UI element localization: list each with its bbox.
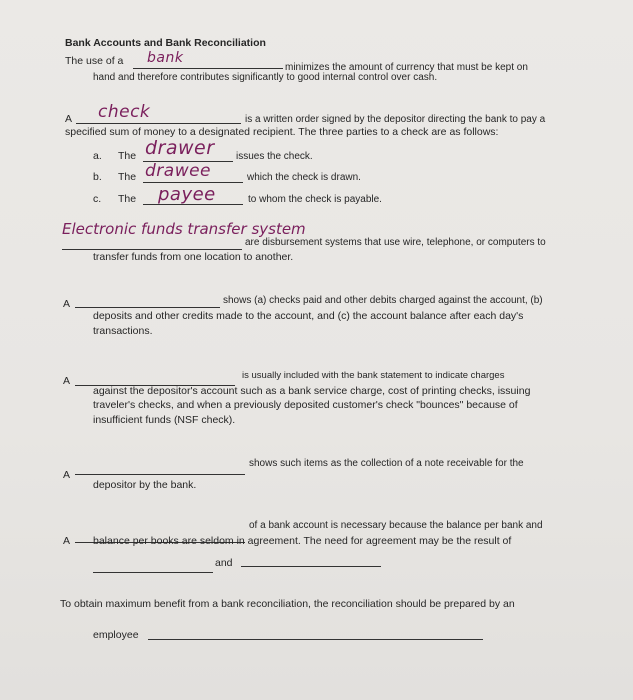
q6-suffix: shows such items as the collection of a note receivable for the bbox=[249, 458, 524, 469]
q4-blank[interactable] bbox=[75, 307, 220, 308]
q7-and: and bbox=[215, 557, 233, 569]
q6-blank[interactable] bbox=[75, 474, 245, 475]
q2-item-c-answer: payee bbox=[158, 184, 216, 205]
q6-line2: depositor by the bank. bbox=[93, 479, 197, 491]
q8-line1: To obtain maximum benefit from a bank reconciliation, the reconciliation should be prepared by an bbox=[60, 598, 515, 610]
q2-item-b-the: The bbox=[118, 171, 137, 183]
q4-line3: transactions. bbox=[93, 325, 153, 337]
q5-line3: traveler's checks, and when a previously deposited customer's check "bounces" because of bbox=[93, 399, 518, 411]
q2-item-a-answer: drawer bbox=[145, 137, 215, 159]
q4-suffix: shows (a) checks paid and other debits charged against the account, (b) bbox=[223, 295, 543, 306]
q1-line2: hand and therefore contributes significantly to good internal control over cash. bbox=[93, 72, 438, 83]
q7-prefix: A bbox=[63, 535, 71, 547]
q2-answer: check bbox=[98, 102, 151, 122]
q7-line2: balance per books are seldom in agreement. The need for agreement may be the result of bbox=[93, 535, 512, 547]
q4-prefix: A bbox=[63, 298, 71, 310]
q2-prefix: A bbox=[65, 113, 73, 125]
q2-item-a-the: The bbox=[118, 150, 137, 162]
q3-suffix: are disbursement systems that use wire, telephone, or computers to bbox=[245, 237, 546, 248]
q2-item-c-text: to whom the check is payable. bbox=[248, 194, 382, 205]
q3-answer: Electronic funds transfer system bbox=[62, 220, 306, 238]
q2-item-b-text: which the check is drawn. bbox=[247, 172, 361, 183]
q2-item-b-answer: drawee bbox=[145, 161, 212, 181]
q2-item-b-blank[interactable] bbox=[143, 182, 243, 183]
q2-item-a-label: a. bbox=[93, 150, 102, 162]
q7-blank-2[interactable] bbox=[93, 572, 213, 573]
q2-line2: specified sum of money to a designated recipient. The three parties to a check are as follows: bbox=[65, 126, 499, 138]
q1-blank[interactable] bbox=[133, 68, 283, 69]
q1-answer: bank bbox=[147, 50, 184, 66]
q7-blank-3[interactable] bbox=[241, 566, 381, 567]
q5-line4: insufficient funds (NSF check). bbox=[93, 414, 236, 426]
q1-prefix: The use of a bbox=[65, 55, 124, 67]
q5-prefix: A bbox=[63, 375, 71, 387]
page-title: Bank Accounts and Bank Reconciliation bbox=[65, 37, 266, 49]
q2-item-a-text: issues the check. bbox=[236, 151, 313, 162]
q5-suffix: is usually included with the bank statement to indicate charges bbox=[242, 370, 505, 381]
q2-item-c-the: The bbox=[118, 193, 137, 205]
q6-prefix: A bbox=[63, 469, 71, 481]
q3-line2: transfer funds from one location to another. bbox=[93, 251, 294, 263]
q8-line2: employee bbox=[93, 629, 139, 641]
q2-blank[interactable] bbox=[76, 123, 241, 124]
q2-suffix: is a written order signed by the depositor directing the bank to pay a bbox=[245, 114, 546, 125]
q1-suffix: minimizes the amount of currency that must be kept on bbox=[285, 62, 528, 73]
q2-item-c-label: c. bbox=[93, 193, 102, 205]
q4-line2: deposits and other credits made to the account, and (c) the account balance after each day's bbox=[93, 310, 524, 322]
q2-item-b-label: b. bbox=[93, 171, 102, 183]
q7-suffix: of a bank account is necessary because the balance per bank and bbox=[249, 520, 543, 531]
q8-blank[interactable] bbox=[148, 639, 483, 640]
q3-blank[interactable] bbox=[62, 249, 242, 250]
q5-line2: against the depositor's account such as a bank service charge, cost of printing checks, issuing bbox=[93, 385, 531, 397]
